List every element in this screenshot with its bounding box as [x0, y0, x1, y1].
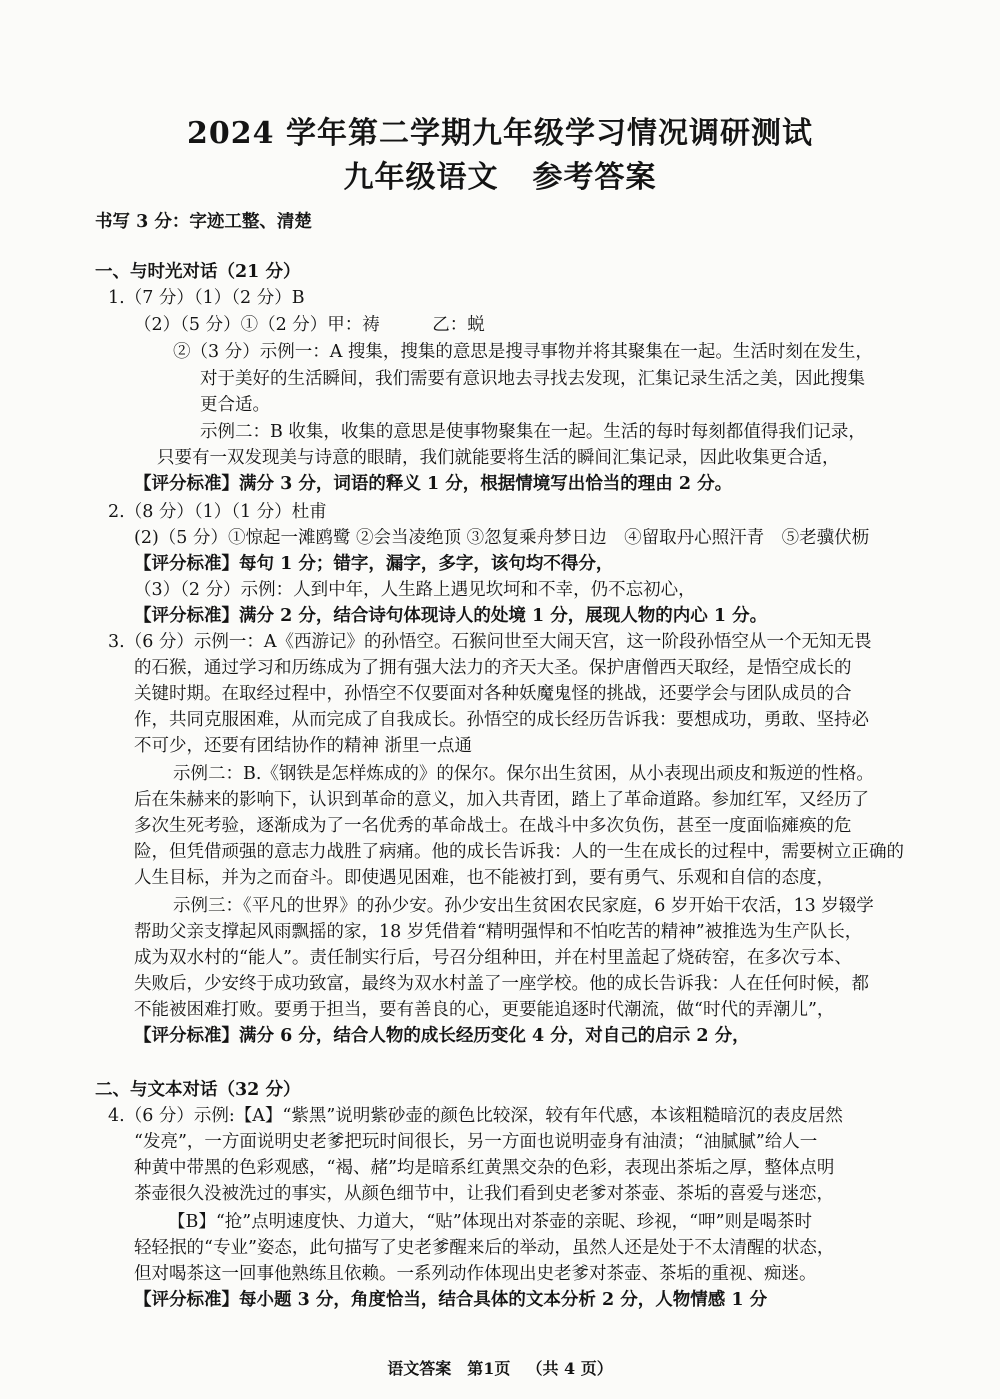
page-footer	[0, 1356, 1000, 1379]
q3-line: 作，共同克服困难，从而完成了自我成长。孙悟空的成长经历告诉我：要想成功，勇敢、坚持必	[134, 710, 869, 730]
writing-score-note: 书写 3 分：字迹工整、清楚	[95, 212, 312, 232]
q3-line: 险，但凭借顽强的意志力战胜了病痛。他的成长告诉我：人的一生在成长的过程中，需要树立正确的	[134, 842, 904, 862]
q3-line: 人生目标，并为之而奋斗。即使遇见困难，也不能被打到，要有勇气、乐观和自信的态度，	[134, 868, 834, 888]
q3-line: 示例二：B.《钢铁是怎样炼成的》的保尔。保尔出生贫困，从小表现出顽皮和叛逆的性格。	[173, 764, 874, 784]
q4-line: 茶壶很久没被洗过的事实，从颜色细节中，让我们看到史老爹对茶壶、茶垢的喜爱与迷恋，	[134, 1184, 834, 1204]
q1-line: 对于美好的生活瞬间，我们需要有意识地去寻找去发现，汇集记录生活之美，因此搜集	[200, 369, 865, 389]
q3-line: 关键时期。在取经过程中，孙悟空不仅要面对各种妖魔鬼怪的挑战，还要学会与团队成员的合	[134, 684, 852, 704]
q3-rubric: 【评分标准】满分 6 分，结合人物的成长经历变化 4 分，对自己的启示 2 分，	[134, 1026, 750, 1046]
q3-line: 不可少，还要有团结协作的精神 浙里一点通	[134, 736, 473, 756]
q1-rubric: 【评分标准】满分 3 分，词语的释义 1 分，根据情境写出恰当的理由 2 分。	[134, 474, 733, 494]
q2-rubric: 【评分标准】每句 1 分；错字，漏字，多字，该句均不得分，	[134, 554, 614, 574]
footer-total-pages: （共 4 页）	[526, 1359, 613, 1378]
q2-line: 2.（8 分）（1）（1 分）杜甫	[108, 502, 327, 522]
q3-line: 帮助父亲支撑起风雨飘摇的家，18 岁凭借着“精明强悍和不怕吃苦的精神”被推选为生产队长，	[134, 922, 863, 942]
q4-line: “发亮”，一方面说明史老爹把玩时间很长，另一方面也说明壶身有油渍；“油腻腻”给人一	[134, 1132, 818, 1152]
footer-page-number: 第1页	[467, 1359, 511, 1378]
q1-line: （2）（5 分）①（2 分）甲：祷 乙：蜕	[134, 315, 485, 335]
q1-line: ②（3 分）示例一：A 搜集，搜集的意思是搜寻事物并将其聚集在一起。生活时刻在发生，	[173, 342, 873, 362]
q4-line: 轻轻抿的“专业”姿态，此句描写了史老爹醒来后的举动，虽然人还是处于不太清醒的状态，	[134, 1238, 835, 1258]
q3-line: 后在朱赫来的影响下，认识到革命的意义，加入共青团，踏上了革命道路。参加红军，又经历了	[134, 790, 869, 810]
q4-line: 4.（6 分）示例:【A】“紫黑”说明紫砂壶的颜色比较深，较有年代感，本该粗糙暗沉的表皮居然	[108, 1106, 843, 1126]
q3-line: 的石猴，通过学习和历练成为了拥有强大法力的齐天大圣。保护唐僧西天取经，是悟空成长的	[134, 658, 852, 678]
page-title: 2024 学年第二学期九年级学习情况调研测试	[187, 116, 813, 151]
q3-line: 成为双水村的“能人”。责任制实行后，号召分组种田，并在村里盖起了烧砖窑，在多次亏本、	[134, 948, 852, 968]
q3-line: 不能被困难打败。要勇于担当，要有善良的心，更要能追逐时代潮流，做“时代的弄潮儿”，	[134, 1000, 835, 1020]
q2-line: （3）（2 分）示例：人到中年，人生路上遇见坎坷和不幸，仍不忘初心，	[134, 580, 696, 600]
q3-line: 3.（6 分）示例一：A《西游记》的孙悟空。石猴问世至大闹天宫，这一阶段孙悟空从一个无知无畏	[108, 632, 872, 652]
section-heading-1: 一、与时光对话（21 分）	[95, 262, 301, 282]
subtitle-answers: 参考答案	[532, 160, 657, 195]
subtitle-subject: 九年级语文	[343, 160, 499, 195]
q3-line: 多次生死考验，逐渐成为了一名优秀的革命战士。在战斗中多次负伤，甚至一度面临瘫痪的危	[134, 816, 852, 836]
section-heading-2: 二、与文本对话（32 分）	[95, 1080, 301, 1100]
q3-line: 示例三：《平凡的世界》的孙少安。孙少安出生贫困农民家庭，6 岁开始干农活，13 岁辍学	[173, 896, 874, 916]
page-subtitle	[0, 152, 1000, 196]
q1-line: 只要有一双发现美与诗意的眼睛，我们就能要将生活的瞬间汇集记录，因此收集更合适，	[157, 448, 840, 468]
q3-line: 失败后，少安终于成功致富，最终为双水村盖了一座学校。他的成长告诉我：人在任何时候，都	[134, 974, 869, 994]
q2-line: (2)（5 分）①惊起一滩鸥鹭 ②会当凌绝顶 ③忽复乘舟梦日边 ④留取丹心照汗青 ⑤老骥伏枥	[134, 528, 870, 548]
q1-line: 更合适。	[200, 395, 270, 415]
q1-line: 示例二：B 收集，收集的意思是使事物聚集在一起。生活的每时每刻都值得我们记录，	[200, 422, 866, 442]
q2-rubric: 【评分标准】满分 2 分，结合诗句体现诗人的处境 1 分，展现人物的内心 1 分。	[134, 606, 768, 626]
q1-line: 1.（7 分）（1）（2 分）B	[108, 288, 305, 308]
q4-line: 种黄中带黑的色彩观感，“褐、赭”均是暗系红黄黑交杂的色彩，表现出茶垢之厚，整体点明	[134, 1158, 835, 1178]
q4-line: 但对喝茶这一回事他熟练且依赖。一系列动作体现出史老爹对茶壶、茶垢的重视、痴迷。	[134, 1264, 817, 1284]
q4-rubric: 【评分标准】每小题 3 分，角度恰当，结合具体的文本分析 2 分，人物情感 1 分	[134, 1290, 768, 1310]
footer-doc-name: 语文答案	[387, 1359, 452, 1378]
q4-line: 【B】“抢”点明速度快、力道大，“贴”体现出对茶壶的亲昵、珍视，“呷”则是喝茶时	[168, 1212, 813, 1232]
